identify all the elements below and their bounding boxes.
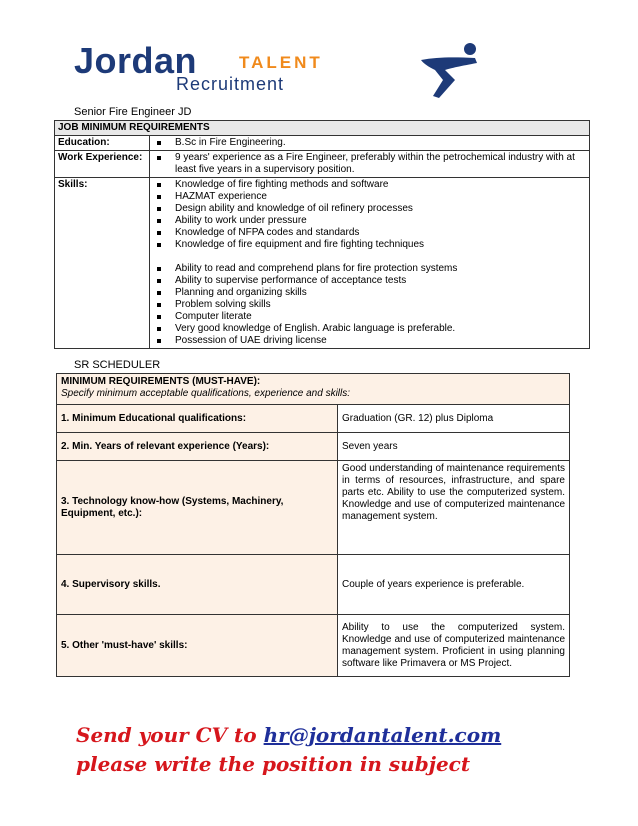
list-item: Ability to work under pressure — [175, 215, 586, 227]
job2-subheader: Specify minimum acceptable qualifications, experience and skills: — [61, 388, 351, 399]
running-figure-icon — [417, 40, 489, 100]
list-item: 9 years' experience as a Fire Engineer, preferably within the petrochemical industry with at least five years in a supervisory position. — [175, 152, 586, 176]
list-item: B.Sc in Fire Engineering. — [175, 137, 586, 149]
row-label: 3. Technology know-how (Systems, Machinery, Equipment, etc.): — [57, 461, 338, 555]
list-item: Problem solving skills — [175, 299, 586, 311]
list-item: Knowledge of fire fighting methods and software — [175, 179, 586, 191]
row-value: Couple of years experience is preferable. — [338, 555, 570, 615]
table-row — [55, 136, 590, 151]
skills-list-b — [153, 263, 586, 347]
list-item: HAZMAT experience — [175, 191, 586, 203]
cta-line2: please write the position in subject — [76, 752, 471, 776]
job1-requirements-table — [54, 120, 590, 349]
education-list — [153, 137, 586, 149]
skills-label: Skills: — [55, 178, 150, 349]
job1-header: JOB MINIMUM REQUIREMENTS — [55, 121, 590, 136]
skills-list-a — [153, 179, 586, 251]
row-label: 5. Other 'must-have' skills: — [57, 615, 338, 677]
company-logo — [74, 40, 494, 102]
row-value: Seven years — [338, 433, 570, 461]
row-value: Good understanding of maintenance requirements in terms of resources, infrastructure, and spare parts etc. Ability to use the computerized system. Knowledge and use of computerized maintenance management system. — [338, 461, 570, 555]
job2-header: MINIMUM REQUIREMENTS (MUST-HAVE): — [61, 376, 261, 387]
row-value: Ability to use the computerized system. Knowledge and use of computerized maintenance management system. Proficient in using planning software like Primavera or MS Project. — [338, 615, 570, 677]
list-item: Planning and organizing skills — [175, 287, 586, 299]
list-item: Knowledge of NFPA codes and standards — [175, 227, 586, 239]
table-header-row — [57, 374, 570, 405]
cta-prefix: Send your CV to — [76, 723, 264, 747]
row-label: 1. Minimum Educational qualifications: — [57, 405, 338, 433]
table-header-row — [55, 121, 590, 136]
list-item: Ability to supervise performance of acceptance tests — [175, 275, 586, 287]
cta-line1 — [76, 723, 501, 747]
row-label: 4. Supervisory skills. — [57, 555, 338, 615]
row-value: Graduation (GR. 12) plus Diploma — [338, 405, 570, 433]
job2-requirements-table — [56, 373, 570, 677]
table-row — [57, 615, 570, 677]
logo-recruitment-text: Recruitment — [176, 74, 285, 94]
experience-label: Work Experience: — [55, 151, 150, 178]
job2-title: SR SCHEDULER — [74, 359, 161, 371]
list-item: Computer literate — [175, 311, 586, 323]
table-row — [57, 405, 570, 433]
row-label: 2. Min. Years of relevant experience (Years): — [57, 433, 338, 461]
email-link[interactable]: hr@jordantalent.com — [263, 723, 502, 747]
logo-brand-text: Jordan — [74, 40, 198, 81]
list-item: Ability to read and comprehend plans for fire protection systems — [175, 263, 586, 275]
table-row — [57, 433, 570, 461]
list-item: Possession of UAE driving license — [175, 335, 586, 347]
logo-talent-text: TALENT — [239, 53, 323, 72]
table-row — [57, 461, 570, 555]
table-row — [55, 178, 590, 349]
table-row — [57, 555, 570, 615]
experience-list — [153, 152, 586, 176]
list-item: Very good knowledge of English. Arabic language is preferable. — [175, 323, 586, 335]
table-row — [55, 151, 590, 178]
list-item: Knowledge of fire equipment and fire fighting techniques — [175, 239, 586, 251]
education-label: Education: — [55, 136, 150, 151]
list-item: Design ability and knowledge of oil refinery processes — [175, 203, 586, 215]
job1-title: Senior Fire Engineer JD — [74, 106, 192, 118]
